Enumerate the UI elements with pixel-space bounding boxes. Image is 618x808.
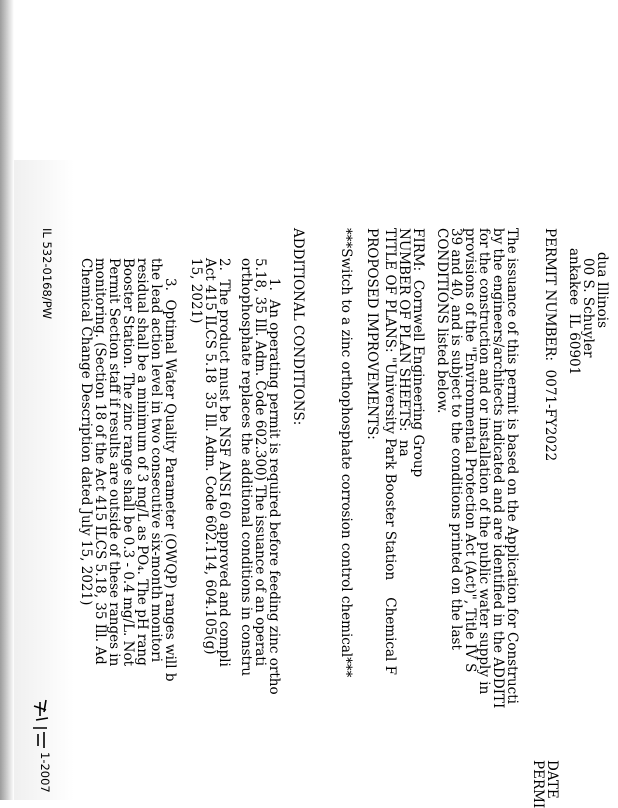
form-number: IL 532-0168/PW <box>40 228 54 320</box>
condition-1-line-1: 1. An operating permit is required before feeding zinc ortho <box>266 278 282 695</box>
firm-line: FIRM: Cornwell Engineering Group <box>410 228 426 478</box>
condition-3-line-6: monitoring. (Section 18 of the Act 415 ILCS 5.18, 35 Ill. Ad <box>92 258 108 665</box>
scan-edge-shadow <box>0 0 14 800</box>
address-line-3: ankakee IL 60901 <box>566 248 582 376</box>
address-line-2: 00 S. Schuyler <box>580 258 596 358</box>
proposed-improvements-heading: PROPOSED IMPROVEMENTS: <box>364 228 380 440</box>
switch-note: ***Switch to a zinc orthophosphate corrosion control chemical*** <box>338 228 354 678</box>
issuance-line-1: The issuance of this permit is based on the Application for Constructi <box>504 228 520 704</box>
condition-3-line-1: 3. Optimal Water Quality Parameter (OWQP) ranges will b <box>162 278 178 682</box>
signature-mark <box>30 698 50 750</box>
condition-3-line-3: residual shall be a minimum of 3 mg/L as PO₄. The pH rang <box>134 258 150 666</box>
issuance-line-2: by the engineers/architects indicated and are identified in the ADDITI <box>490 228 506 709</box>
condition-1-line-2: 5.18, 35 Ill. Adm. Code 602.300) The issuance of an operati <box>252 258 268 667</box>
issuance-line-3: for the construction and or installation of the public water supply in <box>476 228 492 695</box>
permit-number: PERMIT NUMBER: 0071-FY2022 <box>542 228 558 462</box>
condition-3-line-7: Chemical Change Description dated July 15, 2021) <box>78 258 94 606</box>
condition-1-line-3: orthophosphate replaces the additional conditions in constru <box>238 258 254 677</box>
title-of-plans-line: TITLE OF PLANS: "University Park Booster Station Chemical F <box>382 228 398 676</box>
issuance-line-4: provisions of the "Environmental Protection Act (Act)", Title IV S <box>462 228 478 673</box>
form-date: 1-2007 <box>38 752 52 793</box>
permit-label: PERMI <box>530 760 546 808</box>
condition-3-line-2: the lead action level in two consecutive six-month monitori <box>148 258 164 663</box>
condition-3-line-4: Booster Station. The zinc range shall be 0.3 - 0.4 mg/L. Not <box>120 258 136 667</box>
additional-conditions-heading: ADDITIONAL CONDITIONS: <box>290 228 306 426</box>
date-label: DATE <box>544 760 560 799</box>
issuance-line-5: 39 and 40, and is subject to the conditions printed on the last <box>448 228 464 650</box>
condition-2-line-1: 2. The product must be NSF ANSI 60 approved and compli <box>216 258 232 667</box>
condition-3-line-5: Permit Section staff if results are outside of these ranges in <box>106 258 122 667</box>
condition-2-line-3: 15, 2021) <box>188 258 204 324</box>
address-line-1: dua Illinois <box>594 252 610 329</box>
issuance-line-6: CONDITIONS listed below. <box>434 228 450 414</box>
plan-sheets-line: NUMBER OF PLAN SHEETS: na <box>396 228 412 457</box>
condition-2-line-2: Act 415 ILCS 5.18 35 Ill. Adm. Code 602.114, 604.105(g) <box>202 258 218 655</box>
